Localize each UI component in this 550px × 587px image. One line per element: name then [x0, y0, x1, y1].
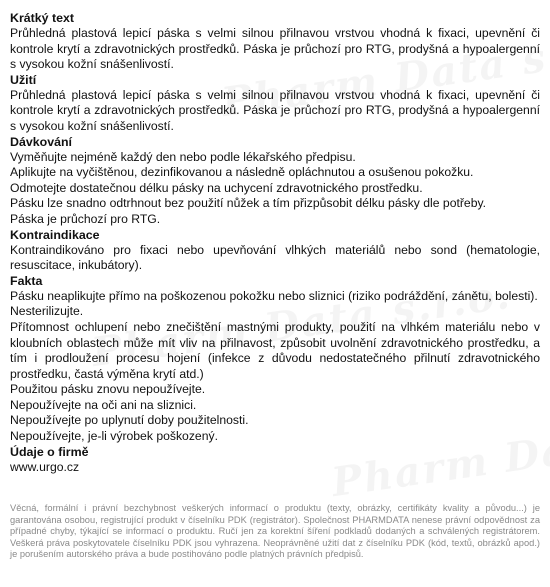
section-line: Použitou pásku znovu nepoužívejte. — [10, 382, 206, 397]
section-line: Vyměňujte nejméně každý den nebo podle lékařského předpisu. — [10, 149, 356, 164]
section-line: Nepoužívejte po uplynutí doby použitelnosti. — [10, 413, 249, 428]
section-line: Nepoužívejte, je-li výrobek poškozený. — [10, 429, 218, 444]
section-heading: Dávkování — [10, 134, 72, 149]
section-body: Průhledná plastová lepicí páska s velmi silnou přilnavou vrstvou vhodná k fixaci, upevnění či kontrole krytí a zdravotnických prostředků. Páska je průchozí pro RTG, prodyšná a hypoalergenní s vysokou kožní snášenlivostí. — [10, 26, 540, 72]
section-davkovani — [10, 135, 540, 228]
section-body: Průhledná plastová lepicí páska s velmi silnou přilnavou vrstvou vhodná k fixaci, upevnění či kontrole krytí a zdravotnických prostředků. Páska je průchozí pro RTG, prodyšná a hypoalergenní s vysokou kožní snášenlivostí. — [10, 87, 540, 133]
section-heading: Užití — [10, 72, 37, 87]
section-kratky-text — [10, 11, 540, 73]
product-info — [10, 11, 540, 475]
section-line: Pásku neaplikujte přímo na poškozenou pokožku nebo sliznici (riziko podráždění, zánětu, bolesti). — [10, 288, 538, 303]
section-heading: Fakta — [10, 273, 43, 288]
section-line: Páska je průchozí pro RTG. — [10, 211, 161, 226]
section-uziti — [10, 73, 540, 135]
section-line: Nesterilizujte. — [10, 304, 84, 319]
section-line: Aplikujte na vyčištěnou, dezinfikovanou a následně opláchnutou a osušenou pokožku. — [10, 165, 474, 180]
company-url: www.urgo.cz — [10, 459, 80, 474]
section-line: Pásku lze snadno odtrhnout bez použití nůžek a tím přizpůsobit délku pásky dle potřeby. — [10, 196, 487, 211]
section-line: Odmotejte dostatečnou délku pásky na uchycení zdravotnického prostředku. — [10, 180, 423, 195]
section-heading: Kontraindikace — [10, 227, 100, 242]
section-line: Nepoužívejte na oči ani na sliznici. — [10, 397, 197, 412]
section-heading: Údaje o firmě — [10, 444, 89, 459]
section-line: Přítomnost ochlupení nebo znečištění mastnými produkty, použití na vlhkém materiálu nebo v kloubních oblastech může mít vliv na přilnavost, způsobit uvolnění zdravotnického prostředku, a tím i prodloužení procesu hojení (infekce z důvodu nedostatečného přilnutí zdravotnického prostředku, častá výměna krytí atd.) — [10, 319, 540, 381]
legal-disclaimer: Věcná, formální i právní bezchybnost veškerých informací o produktu (texty, obrázky, certifikáty kvality a původu...) je garantována osobou, registrující produkt v číselníku PDK (registrátor). Společnost PHARMDATA nenese právní odpovědnost za případné chyby, týkající se informací o produktu. Ručí jen za korektní šíření podkladů dodaných a schválených registrátorem. Veškerá práva poskytovatele číselníku PDK jsou vyhrazena. Neoprávněné užití dat z číselníku PDK (kód, textů, obrázků apod.) je porušením autorského práva a bude postihováno podle platných právních předpisů. — [10, 503, 540, 560]
section-kontraindikace — [10, 228, 540, 274]
section-udaje-o-firme — [10, 445, 540, 476]
section-body: Kontraindikováno pro fixaci nebo upevňování vlhkých materiálů nebo sond (hematologie, resuscitace, inkubátory). — [10, 242, 540, 273]
section-fakta — [10, 274, 540, 445]
section-heading: Krátký text — [10, 11, 75, 25]
